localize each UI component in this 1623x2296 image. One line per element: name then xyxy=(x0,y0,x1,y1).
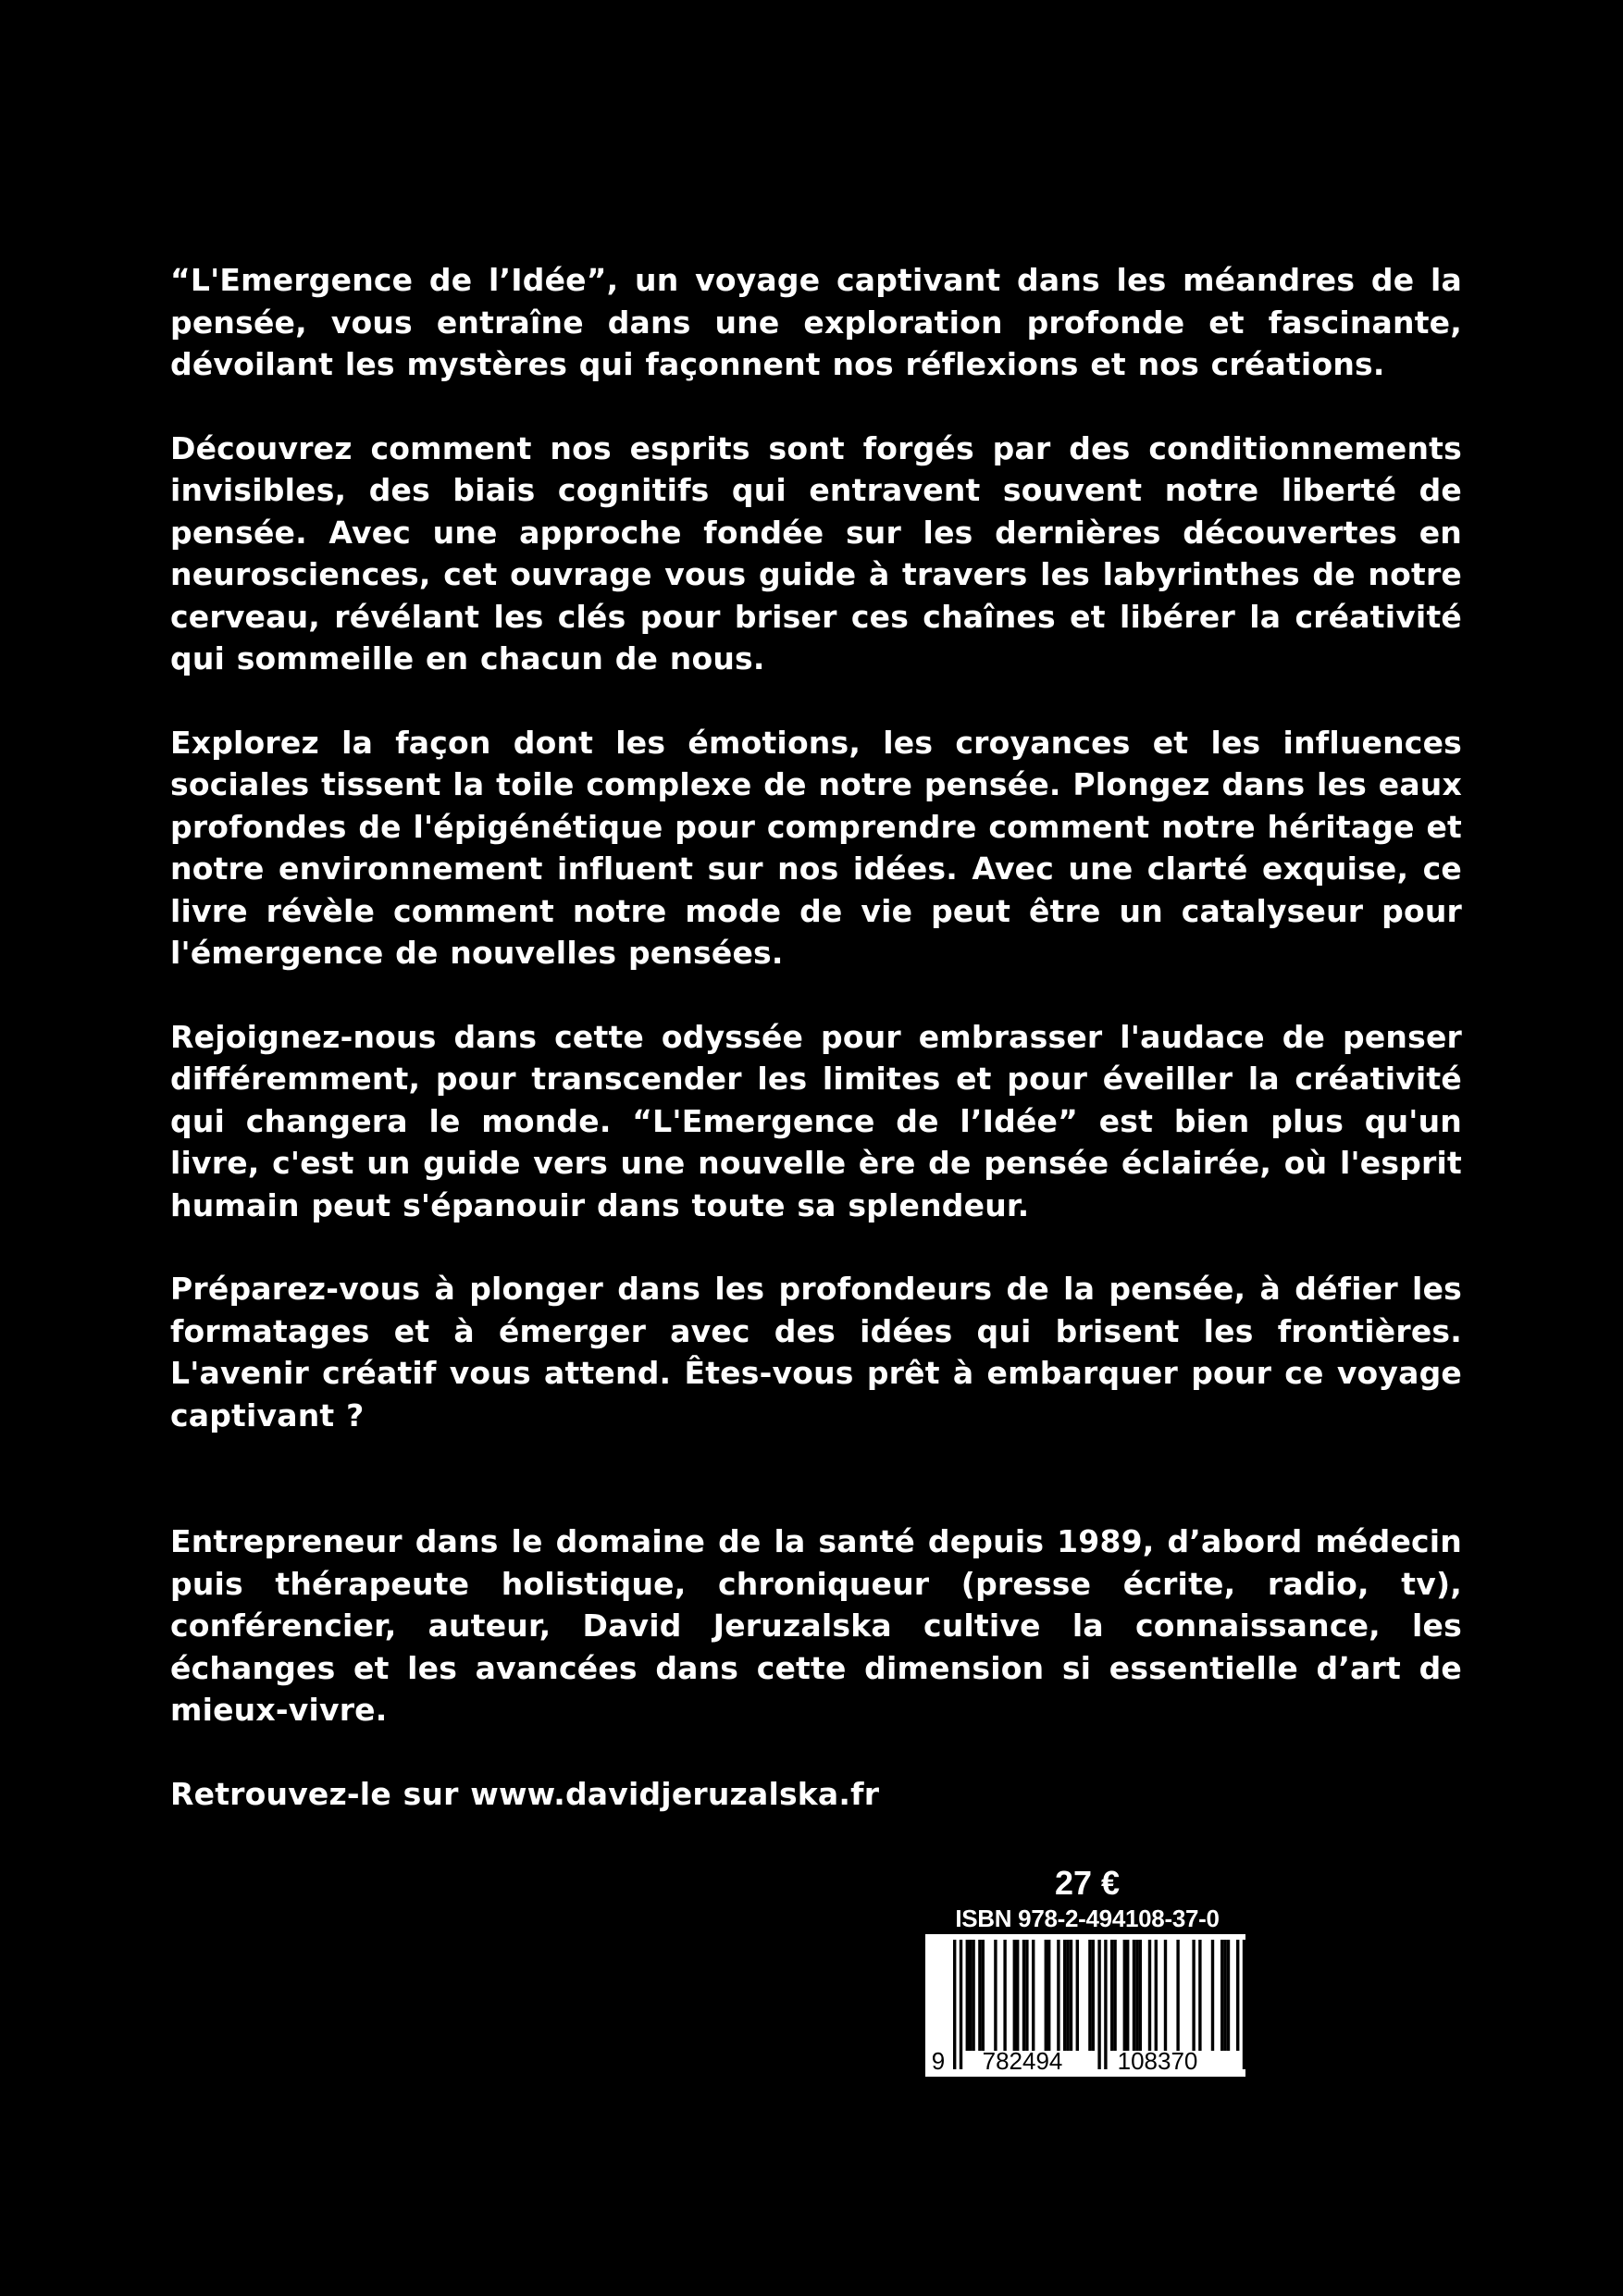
barcode-bar xyxy=(982,1940,985,2051)
barcode-bar xyxy=(1227,1940,1230,2051)
barcode-bar xyxy=(1003,1940,1006,2051)
barcode-bar xyxy=(1066,1940,1069,2051)
barcode-bar xyxy=(1139,1940,1142,2051)
barcode-bar xyxy=(969,1940,972,2051)
barcode-bar xyxy=(1088,1940,1091,2051)
barcode-bar xyxy=(1032,1940,1035,2051)
barcode-guard-bar xyxy=(953,1940,956,2069)
barcode-right-digits: 108370 xyxy=(1117,2047,1198,2075)
barcode-bar xyxy=(1047,1940,1050,2051)
barcode-bar xyxy=(1092,1940,1095,2051)
barcode-bar xyxy=(1223,1940,1226,2051)
barcode-graphic xyxy=(925,1934,1245,2077)
barcode-left-digits: 782494 xyxy=(982,2047,1063,2075)
blurb-paragraph: Découvrez comment nos esprits sont forgés par des conditionnements invisibles, des biais cognitifs qui entravent souvent notre liberté de pensée. Avec une approche fondée sur les dernières découvertes en neurosciences, cet ouvrage vous guide à travers les labyrinthes de notre cerveau, révélant les clés pour briser ces chaînes et libérer la créativité qui sommeille en chacun de nous. xyxy=(170,429,1462,676)
blurb-paragraph: “L'Emergence de l’Idée”, un voyage captivant dans les méandres de la pensée, vous entraîne dans une exploration profonde et fascinante, dévoilant les mystères qui façonnent nos réflexions et nos créations. xyxy=(170,262,1462,382)
barcode-bar xyxy=(978,1940,981,2051)
barcode-bar xyxy=(1123,1940,1126,2051)
price-label: 27 € xyxy=(1054,1864,1121,1902)
barcode-bar xyxy=(1135,1940,1138,2051)
isbn-label: ISBN 978-2-494108-37-0 xyxy=(955,1905,1220,1932)
barcode-bar xyxy=(1220,1940,1223,2051)
barcode-bar xyxy=(1016,1940,1019,2051)
barcode-bar xyxy=(1022,1940,1025,2051)
blurb-paragraph: Préparez-vous à plonger dans les profondeurs de la pensée, à défier les formatages et à émerger avec des idées qui brisent les frontières. L'avenir créatif vous attend. Êtes-vous prêt à embarquer pour ce voyage captivant ? xyxy=(170,1271,1462,1433)
barcode-first-digit: 9 xyxy=(931,2047,946,2075)
barcode-bar xyxy=(1164,1940,1167,2051)
barcode-guard-bar xyxy=(1097,1940,1100,2069)
barcode-bar xyxy=(972,1940,974,2051)
barcode-bar xyxy=(1025,1940,1028,2051)
barcode-guard-bar xyxy=(1243,1940,1245,2069)
barcode-bar xyxy=(1063,1940,1066,2051)
blurb-paragraph: Rejoignez-nous dans cette odyssée pour embrasser l'audace de penser différemment, pour transcender les limites et pour éveiller la créativité qui changera le monde. “L'Emergence de l’Idée” est bien plus qu'un livre, c'est un guide vers une nouvelle ère de pensée éclairée, où l'esprit humain peut s'épanouir dans toute sa splendeur. xyxy=(170,1018,1462,1223)
barcode-bar xyxy=(1057,1940,1059,2051)
barcode-bar xyxy=(1133,1940,1135,2051)
book-blurb xyxy=(170,259,1462,1478)
blurb-paragraph: Explorez la façon dont les émotions, les croyances et les influences sociales tissent la toile complexe de notre pensée. Plongez dans les eaux profondes de l'épigénétique pour comprendre comment notre héritage et notre environnement influent sur nos idées. Avec une clarté exquise, ce livre révèle comment notre mode de vie peut être un catalyseur pour l'émergence de nouvelles pensées. xyxy=(170,724,1462,971)
barcode-bar xyxy=(1076,1940,1079,2051)
barcode-bar xyxy=(1070,1940,1072,2051)
barcode-bar xyxy=(1198,1940,1201,2051)
barcode-bar xyxy=(1113,1940,1116,2051)
author-bio: Entrepreneur dans le domaine de la santé depuis 1989, d’abord médecin puis thérapeute holistique, chroniqueur (presse écrite, radio, tv), conférencier, auteur, David Jeruzalska cultive la connaissance, les échanges et les avancées dans cette dimension si essentielle d’art de mieux-vivre. xyxy=(170,1523,1462,1728)
barcode-bar xyxy=(966,1940,969,2051)
barcode-bar xyxy=(1126,1940,1129,2051)
barcode-bar xyxy=(1110,1940,1113,2051)
barcode-bar xyxy=(1192,1940,1195,2051)
barcode-bar xyxy=(1013,1940,1016,2051)
barcode-guard-bar xyxy=(1104,1940,1107,2069)
author-website: Retrouvez-le sur www.davidjeruzalska.fr xyxy=(170,1775,880,1812)
barcode-bar xyxy=(1155,1940,1158,2051)
barcode-bar xyxy=(994,1940,997,2051)
barcode-bar xyxy=(1176,1940,1179,2051)
barcode-bar xyxy=(1148,1940,1151,2051)
author-section xyxy=(170,1520,1462,1856)
barcode-bar xyxy=(1045,1940,1047,2051)
barcode-bar xyxy=(1236,1940,1239,2051)
barcode-guard-bar xyxy=(960,1940,962,2069)
isbn-barcode xyxy=(925,1934,1245,2077)
barcode-bar xyxy=(1211,1940,1214,2051)
